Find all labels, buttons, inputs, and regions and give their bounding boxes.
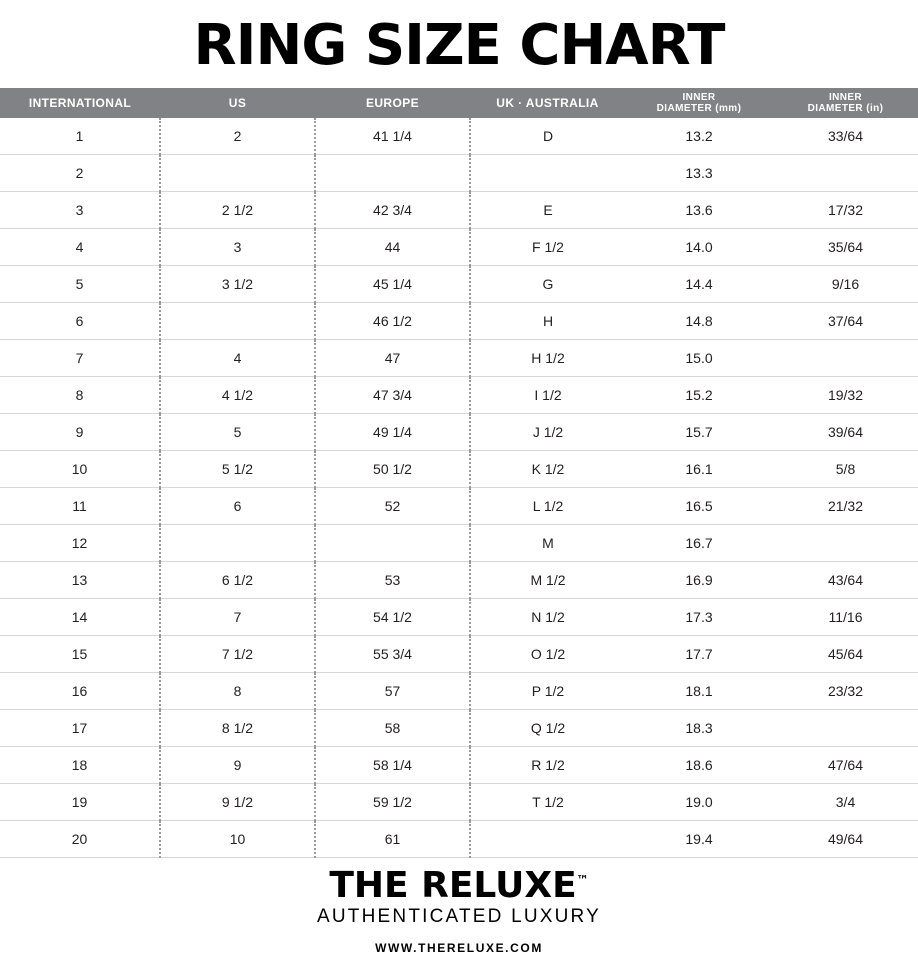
table-cell: 49/64 [773, 821, 918, 858]
brand-tagline: AUTHENTICATED LUXURY [317, 906, 601, 927]
table-cell: D [470, 118, 625, 155]
table-cell: 3 1/2 [160, 266, 315, 303]
table-cell: 50 1/2 [315, 451, 470, 488]
column-header-inner-diameter-mm-line1: INNER [682, 92, 716, 103]
table-cell [773, 340, 918, 377]
table-row [0, 525, 918, 562]
table-cell: 45 1/4 [315, 266, 470, 303]
table-cell: G [470, 266, 625, 303]
table-cell: O 1/2 [470, 636, 625, 673]
table-cell: 19 [0, 784, 160, 821]
table-cell: 58 [315, 710, 470, 747]
table-cell: 57 [315, 673, 470, 710]
column-header-uk-australia-label: UK · AUSTRALIA [496, 95, 599, 110]
table-cell: I 1/2 [470, 377, 625, 414]
table-cell: 7 [160, 599, 315, 636]
table-cell [160, 525, 315, 562]
table-cell: 16.9 [625, 562, 773, 599]
table-row [0, 784, 918, 821]
table-cell: 16 [0, 673, 160, 710]
table-cell: M [470, 525, 625, 562]
table-cell: T 1/2 [470, 784, 625, 821]
table-cell: 47/64 [773, 747, 918, 784]
table-cell: 19.4 [625, 821, 773, 858]
table-cell: 42 3/4 [315, 192, 470, 229]
table-cell: 6 1/2 [160, 562, 315, 599]
table-row [0, 414, 918, 451]
table-cell: 14.8 [625, 303, 773, 340]
table-cell [773, 710, 918, 747]
table-row [0, 488, 918, 525]
table-cell: 5 1/2 [160, 451, 315, 488]
table-cell: 6 [0, 303, 160, 340]
table-row [0, 192, 918, 229]
table-cell: 19/32 [773, 377, 918, 414]
table-cell: 35/64 [773, 229, 918, 266]
table-cell: 3 [160, 229, 315, 266]
table-row [0, 821, 918, 858]
column-header-inner-diameter-in [773, 88, 918, 118]
table-cell: J 1/2 [470, 414, 625, 451]
table-cell: 47 3/4 [315, 377, 470, 414]
table-cell: M 1/2 [470, 562, 625, 599]
table-cell: 37/64 [773, 303, 918, 340]
table-row [0, 303, 918, 340]
table-cell: 44 [315, 229, 470, 266]
table-row [0, 451, 918, 488]
ring-size-table [0, 88, 918, 858]
table-cell: 46 1/2 [315, 303, 470, 340]
column-header-international-label: INTERNATIONAL [28, 95, 132, 110]
table-cell: 33/64 [773, 118, 918, 155]
column-header-us [160, 88, 315, 118]
table-cell: 8 [0, 377, 160, 414]
brand-name [329, 865, 589, 906]
table-cell: 17.7 [625, 636, 773, 673]
table-cell: 19.0 [625, 784, 773, 821]
table-cell: 11/16 [773, 599, 918, 636]
table-cell: 59 1/2 [315, 784, 470, 821]
table-cell: 17 [0, 710, 160, 747]
table-cell: 8 [160, 673, 315, 710]
table-cell: 9 [160, 747, 315, 784]
table-row [0, 747, 918, 784]
table-cell: 4 [0, 229, 160, 266]
table-cell: 18.3 [625, 710, 773, 747]
table-cell: 17/32 [773, 192, 918, 229]
table-row [0, 710, 918, 747]
table-cell [160, 303, 315, 340]
table-cell: 16.5 [625, 488, 773, 525]
table-cell: L 1/2 [470, 488, 625, 525]
brand-website: WWW.THERELUXE.COM [375, 941, 543, 955]
column-header-europe-label: EUROPE [365, 95, 420, 110]
table-cell: 15.2 [625, 377, 773, 414]
table-cell: Q 1/2 [470, 710, 625, 747]
table-cell: 17.3 [625, 599, 773, 636]
table-cell: N 1/2 [470, 599, 625, 636]
column-header-europe [315, 88, 470, 118]
column-header-inner-diameter-in-line2: DIAMETER (in) [807, 103, 884, 114]
table-cell: 39/64 [773, 414, 918, 451]
table-cell: 7 [0, 340, 160, 377]
table-cell: 61 [315, 821, 470, 858]
table-cell: 12 [0, 525, 160, 562]
table-cell: 9 [0, 414, 160, 451]
trademark-symbol: ™ [576, 873, 589, 887]
table-row [0, 340, 918, 377]
table-cell: 5/8 [773, 451, 918, 488]
brand-name-text: THE RELUXE [329, 865, 577, 906]
table-cell: 2 [0, 155, 160, 192]
table-cell: 18.6 [625, 747, 773, 784]
table-row [0, 118, 918, 155]
table-cell: 18 [0, 747, 160, 784]
table-cell: 15.7 [625, 414, 773, 451]
table-cell: 5 [160, 414, 315, 451]
table-cell: 15 [0, 636, 160, 673]
table-row [0, 229, 918, 266]
table-cell: 20 [0, 821, 160, 858]
table-cell: 1 [0, 118, 160, 155]
table-row [0, 377, 918, 414]
table-cell [773, 155, 918, 192]
table-cell: H 1/2 [470, 340, 625, 377]
table-cell: 13 [0, 562, 160, 599]
table-cell: 16.7 [625, 525, 773, 562]
column-header-inner-diameter-mm [625, 88, 773, 118]
table-cell: 55 3/4 [315, 636, 470, 673]
table-cell: 52 [315, 488, 470, 525]
table-cell: 3 [0, 192, 160, 229]
table-cell: 9/16 [773, 266, 918, 303]
table-cell: 58 1/4 [315, 747, 470, 784]
table-row [0, 155, 918, 192]
table-cell: 13.6 [625, 192, 773, 229]
table-cell [470, 821, 625, 858]
table-cell: 2 1/2 [160, 192, 315, 229]
table-row [0, 673, 918, 710]
table-cell: 4 [160, 340, 315, 377]
table-cell: H [470, 303, 625, 340]
table-cell: 47 [315, 340, 470, 377]
table-cell: E [470, 192, 625, 229]
table-cell: 5 [0, 266, 160, 303]
table-cell: 13.2 [625, 118, 773, 155]
table-cell: R 1/2 [470, 747, 625, 784]
column-header-inner-diameter-in-line1: INNER [828, 92, 863, 103]
table-cell: 23/32 [773, 673, 918, 710]
table-cell [470, 155, 625, 192]
column-header-uk-australia [470, 88, 625, 118]
table-cell: 10 [160, 821, 315, 858]
column-header-international [0, 88, 160, 118]
table-cell: 7 1/2 [160, 636, 315, 673]
table-cell: 8 1/2 [160, 710, 315, 747]
table-cell [315, 155, 470, 192]
table-cell [773, 525, 918, 562]
table-cell: 49 1/4 [315, 414, 470, 451]
table-cell: 45/64 [773, 636, 918, 673]
table-cell: 11 [0, 488, 160, 525]
table-cell: 6 [160, 488, 315, 525]
table-cell: 53 [315, 562, 470, 599]
column-header-us-label: US [228, 95, 247, 110]
table-row [0, 636, 918, 673]
table-cell: 14.4 [625, 266, 773, 303]
table-cell: 2 [160, 118, 315, 155]
table-cell: 14.0 [625, 229, 773, 266]
table-cell: 9 1/2 [160, 784, 315, 821]
table-header-row [0, 88, 918, 118]
table-cell: 10 [0, 451, 160, 488]
table-cell: P 1/2 [470, 673, 625, 710]
table-cell: 41 1/4 [315, 118, 470, 155]
table-cell: 21/32 [773, 488, 918, 525]
table-cell: 4 1/2 [160, 377, 315, 414]
table-cell: K 1/2 [470, 451, 625, 488]
table-cell [160, 155, 315, 192]
table-body [0, 118, 918, 858]
page-title: RING SIZE CHART [193, 13, 725, 78]
footer [0, 865, 918, 955]
table-cell [315, 525, 470, 562]
table-row [0, 599, 918, 636]
table-row [0, 562, 918, 599]
table-cell: 15.0 [625, 340, 773, 377]
table-cell: 54 1/2 [315, 599, 470, 636]
table-cell: 13.3 [625, 155, 773, 192]
table-cell: 43/64 [773, 562, 918, 599]
table-cell: 3/4 [773, 784, 918, 821]
table-cell: 18.1 [625, 673, 773, 710]
table-cell: 14 [0, 599, 160, 636]
table-header [0, 88, 918, 118]
table-row [0, 266, 918, 303]
table-cell: F 1/2 [470, 229, 625, 266]
column-header-inner-diameter-mm-line2: DIAMETER (mm) [656, 103, 742, 114]
table-cell: 16.1 [625, 451, 773, 488]
